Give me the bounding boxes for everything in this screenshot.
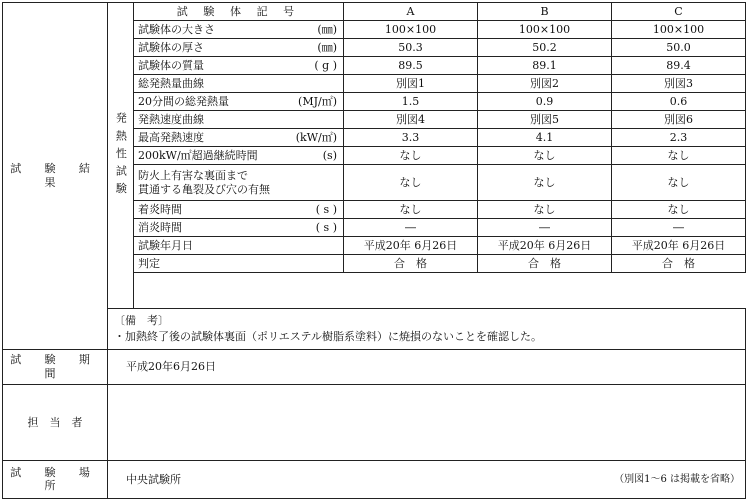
test-report-table xyxy=(2,2,746,499)
cell-b: 別図5 xyxy=(478,111,612,129)
cell-b: 0.9 xyxy=(478,93,612,111)
cell-c: 別図3 xyxy=(612,75,746,93)
row-label: 判定 xyxy=(138,256,160,270)
cell-c: 100×100 xyxy=(612,21,746,39)
cell-c: 平成20年 6月26日 xyxy=(612,237,746,255)
cell-c: 2.3 xyxy=(612,129,746,147)
cell-c: 0.6 xyxy=(612,93,746,111)
row-label: 発熱速度曲線 xyxy=(138,112,204,126)
cell-b: 合 格 xyxy=(478,255,612,273)
cell-a: なし xyxy=(344,147,478,165)
cell-b: 100×100 xyxy=(478,21,612,39)
cell-c: 合 格 xyxy=(612,255,746,273)
row-unit: (kW/㎡) xyxy=(295,130,337,144)
cell-b: なし xyxy=(478,201,612,219)
header-label: 試 験 体 記 号 xyxy=(134,3,344,21)
cell-a: 50.3 xyxy=(344,39,478,57)
row-label-line-1: 防火上有害な裏面まで xyxy=(138,168,248,182)
cell-a: 100×100 xyxy=(344,21,478,39)
cell-a: 別図1 xyxy=(344,75,478,93)
cell-a: なし xyxy=(344,165,478,201)
place-label: 試 験 場 所 xyxy=(3,460,108,498)
cell-b: ― xyxy=(478,219,612,237)
row-label: 着炎時間 xyxy=(138,202,182,216)
row-label: 総発熱量曲線 xyxy=(138,76,204,90)
period-value: 平成20年6月26日 xyxy=(108,349,746,384)
cell-b: なし xyxy=(478,165,612,201)
person-label: 担 当 者 xyxy=(3,384,108,460)
remarks-text: ・加熱終了後の試験体裏面（ポリエステル樹脂系塗料）に焼損のないことを確認した。 xyxy=(114,329,543,343)
specimen-b-header: B xyxy=(478,3,612,21)
row-label: 試験体の大きさ xyxy=(138,22,215,36)
cell-c: 別図6 xyxy=(612,111,746,129)
row-unit: ( s ) xyxy=(315,220,337,234)
cell-a: 1.5 xyxy=(344,93,478,111)
person-row xyxy=(3,384,746,460)
remarks-row xyxy=(3,309,746,350)
cell-a: ― xyxy=(344,219,478,237)
cell-c: 50.0 xyxy=(612,39,746,57)
cell-c: 89.4 xyxy=(612,57,746,75)
row-label: 試験年月日 xyxy=(138,238,193,252)
row-unit: (㎜) xyxy=(317,40,337,54)
row-unit: (s) xyxy=(322,148,337,162)
cell-a: 別図4 xyxy=(344,111,478,129)
period-label: 試 験 期 間 xyxy=(3,349,108,384)
row-unit: ( g ) xyxy=(314,58,337,72)
section-results-label: 試 験 結 果 xyxy=(3,3,108,350)
specimen-c-header: C xyxy=(612,3,746,21)
row-label: 最高発熱速度 xyxy=(138,130,204,144)
cell-a: なし xyxy=(344,201,478,219)
cell-c: なし xyxy=(612,201,746,219)
remarks-title: 〔備 考〕 xyxy=(114,314,169,327)
cell-b: 4.1 xyxy=(478,129,612,147)
row-unit: (㎜) xyxy=(317,22,337,36)
cell-c: なし xyxy=(612,147,746,165)
period-row xyxy=(3,349,746,384)
cell-b: 89.1 xyxy=(478,57,612,75)
row-label: 200kW/㎡超過継続時間 xyxy=(138,148,258,162)
cell-a: 合 格 xyxy=(344,255,478,273)
row-label-line-2: 貫通する亀裂及び穴の有無 xyxy=(138,182,270,196)
subsection-label: 発熱性試験 xyxy=(108,3,134,309)
cell-a: 3.3 xyxy=(344,129,478,147)
cell-b: 50.2 xyxy=(478,39,612,57)
cell-a: 89.5 xyxy=(344,57,478,75)
row-unit: (MJ/㎡) xyxy=(298,94,337,108)
person-value xyxy=(108,384,746,460)
row-label: 消炎時間 xyxy=(138,220,182,234)
row-label: 試験体の厚さ xyxy=(138,40,204,54)
specimen-a-header: A xyxy=(344,3,478,21)
cell-b: なし xyxy=(478,147,612,165)
cell-c: ― xyxy=(612,219,746,237)
cell-b: 別図2 xyxy=(478,75,612,93)
row-label: 20分間の総発熱量 xyxy=(138,94,229,108)
row-unit: ( s ) xyxy=(315,202,337,216)
place-value: 中央試験所 xyxy=(108,460,746,498)
cell-a: 平成20年 6月26日 xyxy=(344,237,478,255)
footnote: （別図1～6 は掲載を省略） xyxy=(614,474,740,485)
cell-b: 平成20年 6月26日 xyxy=(478,237,612,255)
row-label: 試験体の質量 xyxy=(138,58,204,72)
cell-c: なし xyxy=(612,165,746,201)
